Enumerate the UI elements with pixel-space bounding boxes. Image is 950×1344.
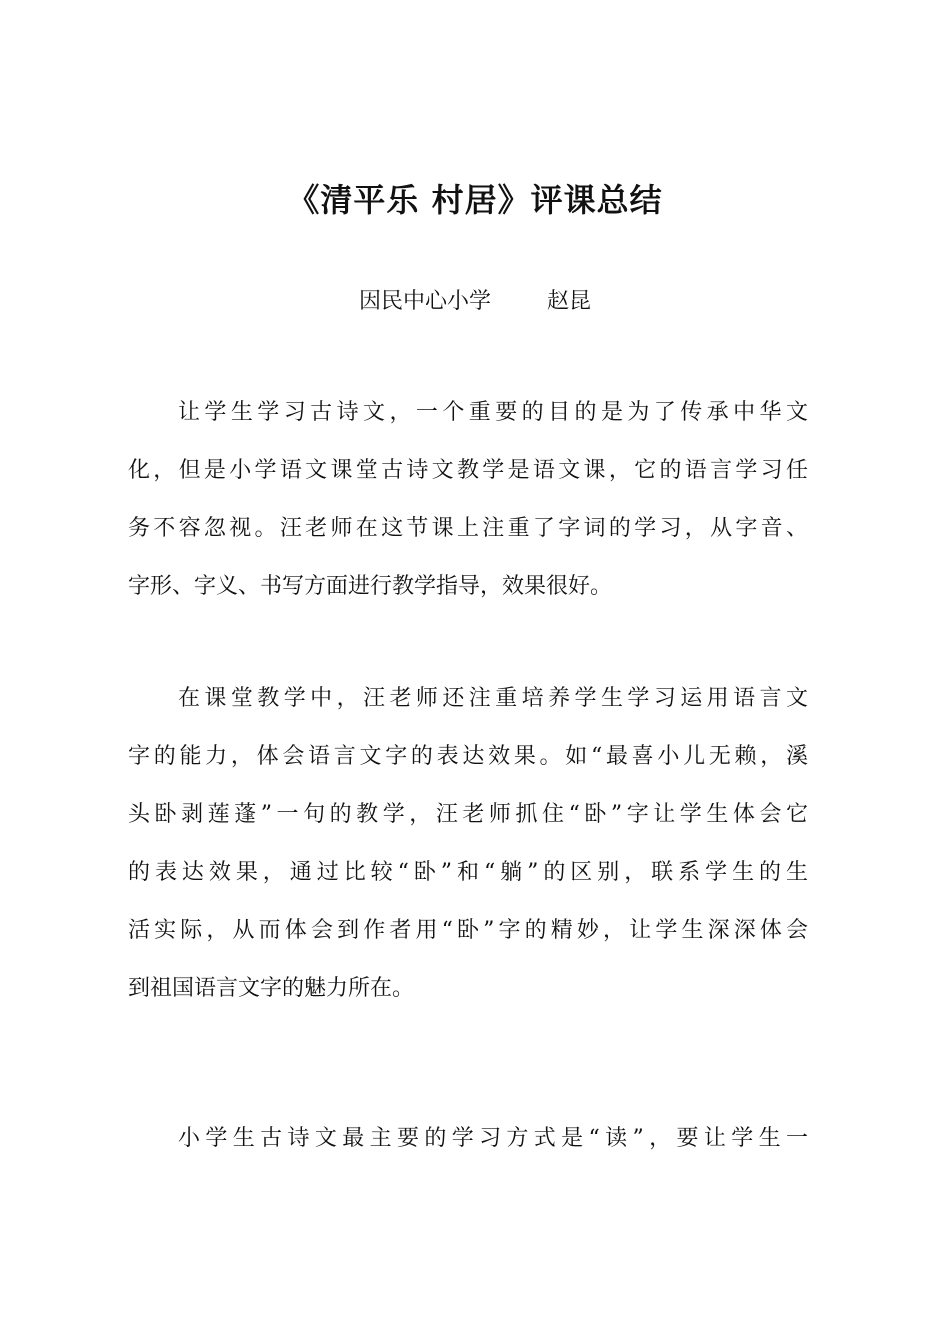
paragraph-line: 务不容忽视。汪老师在这节课上注重了字词的学习，从字音、 — [128, 516, 808, 541]
paragraph-line: 化，但是小学语文课堂古诗文教学是语文课，它的语言学习任 — [128, 458, 808, 483]
paragraph-line: 头卧剥莲蓬”一句的教学，汪老师抓住“卧”字让学生体会它 — [128, 802, 808, 827]
paragraph-line: 的表达效果，通过比较“卧”和“躺”的区别，联系学生的生 — [128, 860, 808, 885]
paragraph-line: 到祖国语言文字的魅力所在。 — [128, 976, 415, 1001]
paragraph-line: 字的能力，体会语言文字的表达效果。如“最喜小儿无赖，溪 — [128, 744, 808, 769]
paragraph-line: 在课堂教学中，汪老师还注重培养学生学习运用语言文 — [178, 686, 808, 711]
author-name: 赵昆 — [547, 289, 592, 314]
paragraph-line: 字形、字义、书写方面进行教学指导，效果很好。 — [128, 574, 613, 599]
author-school: 因民中心小学 — [358, 289, 491, 314]
paragraph-line: 活实际，从而体会到作者用“卧”字的精妙，让学生深深体会 — [128, 918, 808, 943]
author-line — [0, 282, 950, 322]
paragraph-2 — [128, 670, 808, 1018]
paragraph-line: 让学生学习古诗文，一个重要的目的是为了传承中华文 — [178, 400, 808, 425]
paragraph-1 — [128, 384, 808, 616]
document-title: 《清平乐 村居》评课总结 — [287, 181, 663, 219]
paragraph-line: 小学生古诗文最主要的学习方式是“读”，要让学生一 — [178, 1126, 808, 1151]
paragraph-3 — [128, 1110, 808, 1168]
